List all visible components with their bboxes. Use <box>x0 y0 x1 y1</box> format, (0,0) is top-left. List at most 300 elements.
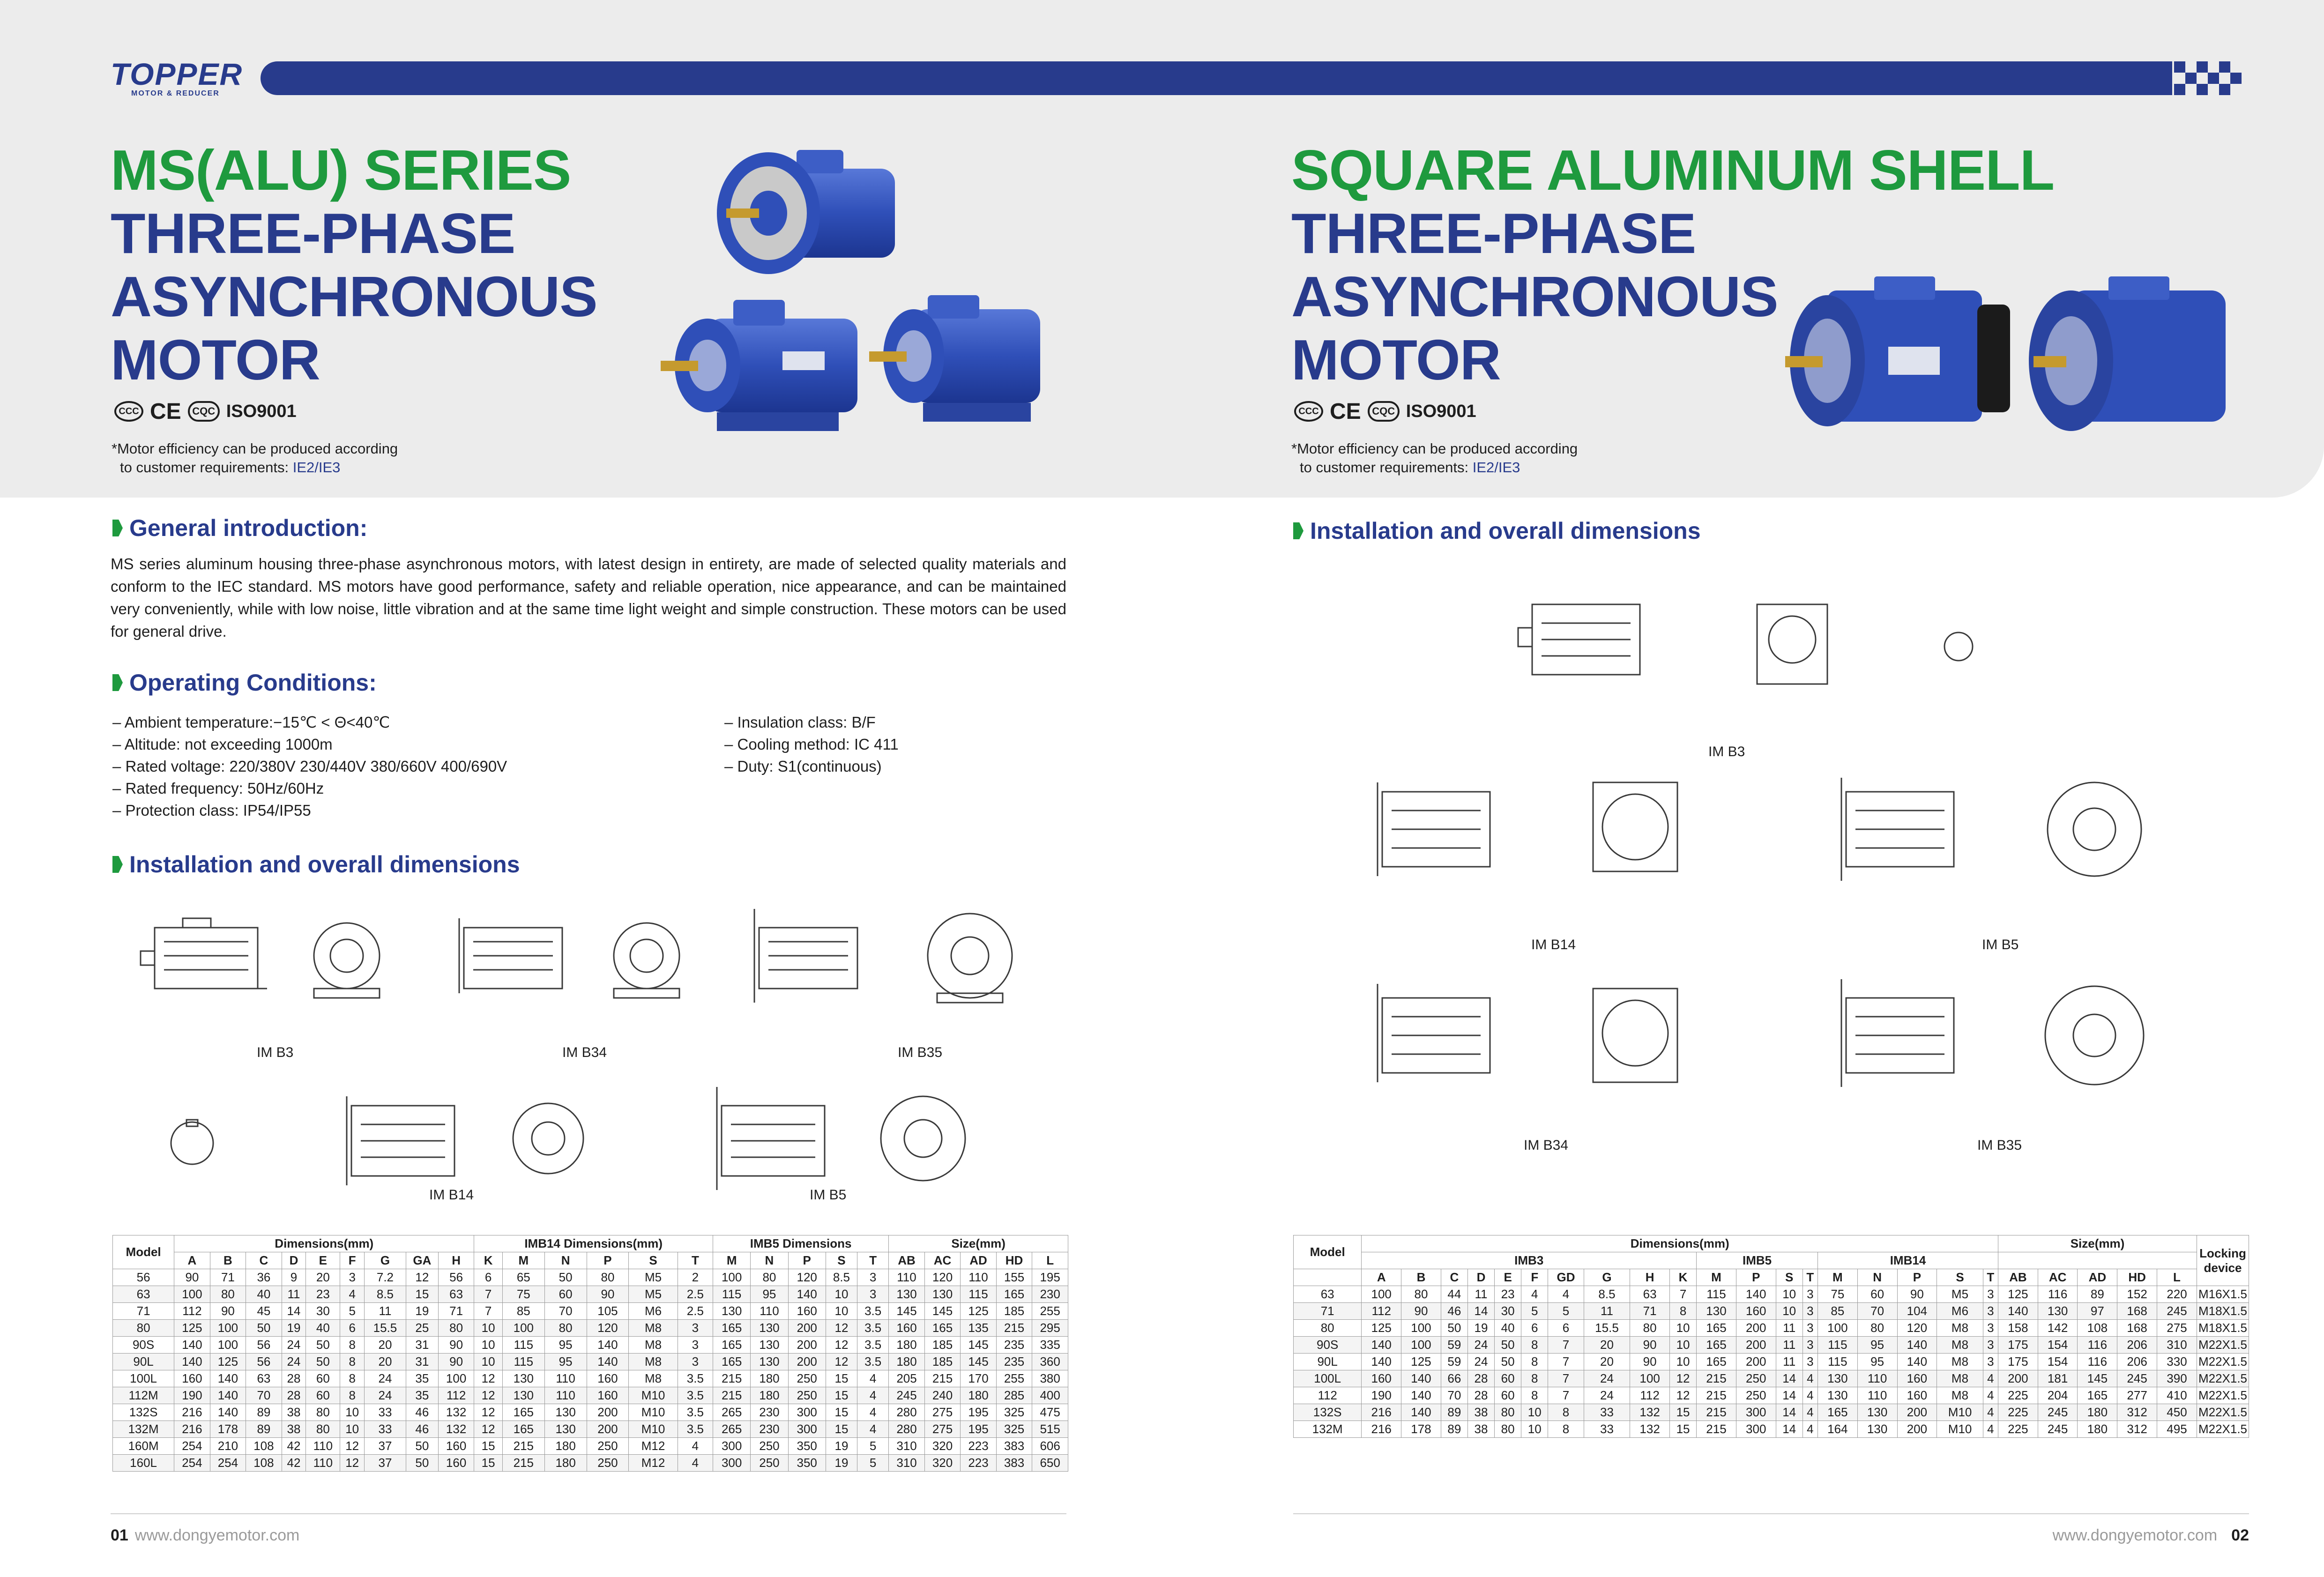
table-cell: 63 <box>1630 1286 1670 1303</box>
table-row <box>113 1438 1068 1455</box>
table-subheader: T <box>1983 1269 1998 1286</box>
right-install-heading <box>1293 517 1701 544</box>
table-cell: 200 <box>788 1320 826 1337</box>
right-note-ie: IE2/IE3 <box>1472 459 1520 476</box>
table-subheader: E <box>306 1252 340 1269</box>
table-cell: 90 <box>1897 1286 1937 1303</box>
table-cell: 7 <box>474 1286 503 1303</box>
right-note-line-1: *Motor efficiency can be produced according <box>1291 440 1578 457</box>
table-cell: M8 <box>629 1337 678 1354</box>
diagram-im-b5 <box>1841 778 2141 881</box>
table-cell: 3 <box>857 1269 889 1286</box>
table-subheader: GA <box>406 1252 438 1269</box>
right-dimension-diagrams <box>1335 576 2226 1138</box>
table-cell: 3 <box>1803 1320 1817 1337</box>
table-cell: 140 <box>210 1387 246 1404</box>
table-cell: 300 <box>713 1438 751 1455</box>
table-cell: 475 <box>1032 1404 1068 1421</box>
table-cell: 70 <box>544 1303 587 1320</box>
table-cell: 8.5 <box>364 1286 406 1303</box>
table-cell: 4 <box>857 1404 889 1421</box>
table-cell: 250 <box>587 1438 629 1455</box>
table-cell: 165 <box>996 1286 1032 1303</box>
table-cell: M18X1.5 <box>2197 1303 2249 1320</box>
table-cell: 71 <box>1630 1303 1670 1320</box>
brand-logo <box>111 59 261 101</box>
table-cell: 100 <box>1401 1320 1441 1337</box>
table-cell: 4 <box>1983 1370 1998 1387</box>
table-cell: 115 <box>502 1354 544 1370</box>
table-cell: 165 <box>2078 1387 2117 1404</box>
table-cell: 19 <box>1467 1320 1494 1337</box>
table-cell: 97 <box>2078 1303 2117 1320</box>
table-cell: 90 <box>587 1286 629 1303</box>
table-cell: 35 <box>406 1370 438 1387</box>
table-cell: 130 <box>889 1286 925 1303</box>
table-cell: 100L <box>113 1370 174 1387</box>
table-cell: 23 <box>1495 1286 1521 1303</box>
table-cell: M8 <box>1937 1354 1983 1370</box>
table-cell: M8 <box>1937 1337 1983 1354</box>
table-cell: 155 <box>996 1269 1032 1286</box>
table-cell: 15 <box>406 1286 438 1303</box>
table-cell: 295 <box>1032 1320 1068 1337</box>
table-cell: 215 <box>1697 1387 1736 1404</box>
table-cell: 400 <box>1032 1387 1068 1404</box>
table-cell: 140 <box>587 1337 629 1354</box>
left-title-line-2: ASYNCHRONOUS <box>111 265 597 328</box>
table-cell: 50 <box>1495 1354 1521 1370</box>
left-title <box>111 139 597 392</box>
right-motor-photos <box>1780 267 2249 464</box>
table-cell: 130 <box>2038 1303 2078 1320</box>
table-cell: 3 <box>678 1337 713 1354</box>
table-subheader: GD <box>1548 1269 1584 1286</box>
table-cell: 56 <box>113 1269 174 1286</box>
table-cell: 3 <box>340 1269 365 1286</box>
table-cell: 204 <box>2038 1387 2078 1404</box>
table-header-model: Model <box>1294 1235 1362 1269</box>
table-cell: 300 <box>788 1421 826 1438</box>
table-cell: 24 <box>1467 1337 1494 1354</box>
conditions-list-right <box>724 711 899 777</box>
diagram-im-b3 <box>1518 604 1973 684</box>
table-cell: 8 <box>1521 1337 1548 1354</box>
table-cell: 215 <box>1697 1404 1736 1421</box>
table-cell: 132M <box>1294 1421 1362 1438</box>
table-cell: 12 <box>340 1455 365 1472</box>
table-cell: 90 <box>1630 1354 1670 1370</box>
table-cell: 280 <box>889 1404 925 1421</box>
table-cell: 220 <box>2157 1286 2197 1303</box>
table-cell: 4 <box>1803 1404 1817 1421</box>
table-row <box>113 1354 1068 1370</box>
table-row <box>1294 1370 2249 1387</box>
table-cell: 310 <box>2157 1337 2197 1354</box>
table-cell: 10 <box>1521 1404 1548 1421</box>
condition-item: – Protection class: IP54/IP55 <box>112 802 311 819</box>
table-cell: 4 <box>1803 1370 1817 1387</box>
table-cell: 300 <box>1736 1404 1776 1421</box>
table-cell: 75 <box>502 1286 544 1303</box>
table-cell: 130 <box>502 1387 544 1404</box>
left-install-title: Installation and overall dimensions <box>129 851 520 878</box>
table-cell: 350 <box>788 1455 826 1472</box>
table-cell: 132 <box>438 1421 474 1438</box>
table-cell: 160L <box>113 1455 174 1472</box>
table-cell: 165 <box>1697 1320 1736 1337</box>
table-cell: 185 <box>924 1354 961 1370</box>
table-cell: 195 <box>961 1421 997 1438</box>
left-diagram-label: IM B35 <box>898 1045 943 1060</box>
table-row <box>113 1337 1068 1354</box>
table-cell: 215 <box>1697 1370 1736 1387</box>
table-cell: 50 <box>306 1354 340 1370</box>
table-cell: 125 <box>1401 1354 1441 1370</box>
table-cell: 80 <box>306 1404 340 1421</box>
table-cell: 112 <box>1294 1387 1362 1404</box>
table-cell: 125 <box>961 1303 997 1320</box>
table-row <box>1294 1421 2249 1438</box>
table-subheader: G <box>1584 1269 1630 1286</box>
table-row <box>1294 1337 2249 1354</box>
table-cell: 112 <box>174 1303 210 1320</box>
table-cell: 200 <box>1897 1421 1937 1438</box>
table-cell: 8 <box>1521 1387 1548 1404</box>
table-cell: 165 <box>1697 1354 1736 1370</box>
diagram-im-b35 <box>754 909 1012 1003</box>
condition-item: – Altitude: not exceeding 1000m <box>112 736 333 753</box>
table-cell: 8 <box>340 1337 365 1354</box>
table-subheader: F <box>340 1252 365 1269</box>
table-cell: 112 <box>438 1387 474 1404</box>
table-cell: 71 <box>438 1303 474 1320</box>
table-cell: 89 <box>1441 1404 1467 1421</box>
table-cell: 112 <box>1630 1387 1670 1404</box>
table-cell: 165 <box>713 1354 751 1370</box>
table-cell: 140 <box>1736 1286 1776 1303</box>
header-bar <box>261 61 2172 95</box>
table-cell: 5 <box>1548 1303 1584 1320</box>
table-subheader: F <box>1521 1269 1548 1286</box>
table-header-size: Size(mm) <box>889 1235 1068 1252</box>
table-cell: 190 <box>174 1387 210 1404</box>
table-cell: 350 <box>788 1438 826 1455</box>
table-cell: 36 <box>246 1269 282 1286</box>
right-title-line-1: THREE-PHASE <box>1291 201 1696 265</box>
table-subheader: K <box>1670 1269 1697 1286</box>
motor-flange-photo <box>717 150 895 274</box>
table-cell: M22X1.5 <box>2197 1370 2249 1387</box>
table-cell: 12 <box>406 1269 438 1286</box>
table-cell: 110 <box>961 1269 997 1286</box>
table-cell: 160 <box>788 1303 826 1320</box>
right-title-line-3: MOTOR <box>1291 328 1501 392</box>
table-cell: 80 <box>438 1320 474 1337</box>
table-cell: 100L <box>1294 1370 1362 1387</box>
right-diagram-label: IM B3 <box>1708 744 1745 759</box>
table-cell: 80 <box>1495 1421 1521 1438</box>
table-subheader: AC <box>2038 1269 2078 1286</box>
diagram-im-b5 <box>717 1087 965 1190</box>
table-cell: 80 <box>306 1421 340 1438</box>
table-cell: 5 <box>857 1455 889 1472</box>
table-cell: 7 <box>1548 1354 1584 1370</box>
table-cell: 215 <box>502 1455 544 1472</box>
table-cell: 10 <box>1521 1421 1548 1438</box>
table-cell: 140 <box>1998 1303 2038 1320</box>
table-cell: 140 <box>1401 1404 1441 1421</box>
table-subheader: HD <box>996 1252 1032 1269</box>
table-cell: 180 <box>751 1387 788 1404</box>
table-cell: 3 <box>678 1354 713 1370</box>
table-cell: 216 <box>174 1404 210 1421</box>
table-cell: M22X1.5 <box>2197 1404 2249 1421</box>
table-cell: 4 <box>1521 1286 1548 1303</box>
table-cell: 63 <box>1294 1286 1362 1303</box>
table-row <box>1294 1320 2249 1337</box>
table-subheader: AB <box>889 1252 925 1269</box>
footer-url: www.dongyemotor.com <box>134 1526 300 1544</box>
table-cell: 108 <box>246 1438 282 1455</box>
table-cell: 4 <box>857 1387 889 1404</box>
table-cell: M8 <box>1937 1387 1983 1404</box>
table-cell: 28 <box>1467 1370 1494 1387</box>
table-cell: 160 <box>889 1320 925 1337</box>
table-cell: 112M <box>113 1387 174 1404</box>
table-cell: 90 <box>1630 1337 1670 1354</box>
table-cell: 50 <box>544 1269 587 1286</box>
table-cell: 250 <box>788 1370 826 1387</box>
table-cell: 312 <box>2117 1421 2157 1438</box>
left-diagram-label: IM B34 <box>562 1045 607 1060</box>
table-cell: 175 <box>1998 1354 2038 1370</box>
table-cell: M5 <box>1937 1286 1983 1303</box>
table-cell: 215 <box>502 1438 544 1455</box>
left-efficiency-note <box>112 439 398 477</box>
table-cell: 100 <box>1818 1320 1858 1337</box>
square-motor-photo-2 <box>2029 276 2226 431</box>
table-cell: 8.5 <box>826 1269 857 1286</box>
table-cell: M8 <box>629 1320 678 1337</box>
ccc-mark-icon: CCC <box>1294 401 1323 422</box>
table-cell: 230 <box>751 1421 788 1438</box>
table-cell: 140 <box>174 1337 210 1354</box>
table-cell: 206 <box>2117 1337 2157 1354</box>
table-cell: 7 <box>474 1303 503 1320</box>
table-cell: 180 <box>2078 1421 2117 1438</box>
table-cell: 46 <box>1441 1303 1467 1320</box>
brand-name: TOPPER <box>111 57 243 91</box>
left-certifications <box>114 399 297 424</box>
right-title-line-2: ASYNCHRONOUS <box>1291 265 1778 328</box>
left-title-line-3: MOTOR <box>111 328 320 392</box>
table-cell: 12 <box>474 1370 503 1387</box>
table-cell: 154 <box>2038 1354 2078 1370</box>
table-cell: 10 <box>1670 1354 1697 1370</box>
table-cell: 215 <box>1697 1421 1736 1438</box>
table-cell: 66 <box>1441 1370 1467 1387</box>
table-subheader: AB <box>1998 1269 2038 1286</box>
table-cell: 20 <box>364 1354 406 1370</box>
table-cell: 115 <box>961 1286 997 1303</box>
table-header-dimensions: Dimensions(mm) <box>174 1235 474 1252</box>
table-cell: 254 <box>210 1455 246 1472</box>
table-cell: 240 <box>924 1387 961 1404</box>
condition-item: – Duty: S1(continuous) <box>724 758 882 775</box>
table-cell: 6 <box>1521 1320 1548 1337</box>
table-cell: 4 <box>857 1370 889 1387</box>
table-cell: 11 <box>1467 1286 1494 1303</box>
table-cell: 180 <box>961 1387 997 1404</box>
right-diagram-label: IM B35 <box>1977 1138 2022 1153</box>
table-cell: 89 <box>1441 1421 1467 1438</box>
table-cell: 140 <box>1362 1354 1401 1370</box>
table-cell: 100 <box>713 1269 751 1286</box>
table-cell: 3 <box>1983 1320 1998 1337</box>
table-cell: M8 <box>629 1354 678 1370</box>
table-cell: 4 <box>678 1455 713 1472</box>
table-cell: 2 <box>678 1269 713 1286</box>
table-cell: 50 <box>306 1337 340 1354</box>
table-cell: 10 <box>826 1303 857 1320</box>
table-cell: 245 <box>2157 1303 2197 1320</box>
table-cell: M22X1.5 <box>2197 1421 2249 1438</box>
table-cell: 59 <box>1441 1337 1467 1354</box>
table-cell: 125 <box>1998 1286 2038 1303</box>
table-cell: 130 <box>751 1337 788 1354</box>
motor-foot-photo-2 <box>869 295 1040 422</box>
table-cell: 95 <box>544 1354 587 1370</box>
table-cell: 380 <box>1032 1370 1068 1387</box>
table-cell: 3 <box>1983 1337 1998 1354</box>
table-subheader: C <box>1441 1269 1467 1286</box>
table-cell: 80 <box>1401 1286 1441 1303</box>
table-cell: 255 <box>1032 1303 1068 1320</box>
table-cell: 110 <box>889 1269 925 1286</box>
table-cell: 12 <box>474 1421 503 1438</box>
table-cell: 140 <box>1897 1354 1937 1370</box>
table-cell: 63 <box>113 1286 174 1303</box>
table-cell: 245 <box>2038 1421 2078 1438</box>
table-cell: 325 <box>996 1421 1032 1438</box>
table-cell: 110 <box>544 1387 587 1404</box>
table-cell: 108 <box>2078 1320 2117 1337</box>
table-cell: 325 <box>996 1404 1032 1421</box>
table-cell: 4 <box>1803 1421 1817 1438</box>
table-cell: 11 <box>1776 1320 1803 1337</box>
left-spec-table <box>112 1235 1068 1472</box>
table-cell: 6 <box>474 1269 503 1286</box>
table-cell: 42 <box>282 1455 306 1472</box>
table-cell: 165 <box>502 1421 544 1438</box>
table-cell: 125 <box>1362 1320 1401 1337</box>
table-header-size: Size(mm) <box>1998 1235 2197 1252</box>
left-diagram-label: IM B5 <box>810 1187 847 1203</box>
table-cell: 7.2 <box>364 1269 406 1286</box>
table-cell: 125 <box>174 1320 210 1337</box>
table-cell: 132 <box>1630 1404 1670 1421</box>
table-cell: 130 <box>1818 1370 1858 1387</box>
table-cell: 5 <box>340 1303 365 1320</box>
table-cell: 130 <box>544 1421 587 1438</box>
table-cell: 50 <box>1441 1320 1467 1337</box>
general-intro-title: General introduction: <box>129 515 368 541</box>
table-cell: 100 <box>210 1320 246 1337</box>
table-cell: 90 <box>174 1269 210 1286</box>
table-cell: 90 <box>438 1354 474 1370</box>
table-cell: 225 <box>1998 1387 2038 1404</box>
table-cell: 200 <box>1736 1337 1776 1354</box>
table-cell: 30 <box>1495 1303 1521 1320</box>
table-cell: 80 <box>1495 1404 1521 1421</box>
table-cell: 4 <box>1983 1404 1998 1421</box>
table-cell: 90 <box>210 1303 246 1320</box>
table-cell: 275 <box>924 1421 961 1438</box>
table-cell: 206 <box>2117 1354 2157 1370</box>
table-subheader: L <box>2157 1269 2197 1286</box>
table-cell: 46 <box>406 1421 438 1438</box>
table-cell: 383 <box>996 1455 1032 1472</box>
table-cell: M10 <box>1937 1404 1983 1421</box>
table-cell: 2.5 <box>678 1303 713 1320</box>
left-note-prefix: to customer requirements: <box>120 459 293 476</box>
table-cell: 38 <box>282 1404 306 1421</box>
table-cell: 310 <box>889 1455 925 1472</box>
table-cell: 15 <box>826 1404 857 1421</box>
footer-right <box>2053 1526 2249 1545</box>
table-cell: 200 <box>1897 1404 1937 1421</box>
table-cell: 185 <box>996 1303 1032 1320</box>
table-cell: M22X1.5 <box>2197 1354 2249 1370</box>
table-header-locking: Locking device <box>2197 1235 2249 1286</box>
table-subheader: H <box>438 1252 474 1269</box>
table-cell: 25 <box>406 1320 438 1337</box>
condition-item: – Ambient temperature:−15℃ < Θ<40℃ <box>112 714 390 731</box>
table-cell: 140 <box>1362 1337 1401 1354</box>
table-cell: 3 <box>1983 1354 1998 1370</box>
table-subheader: AD <box>2078 1269 2117 1286</box>
table-cell: 100 <box>174 1286 210 1303</box>
table-cell: 245 <box>889 1387 925 1404</box>
table-cell: 7 <box>1548 1370 1584 1387</box>
table-cell: 115 <box>1697 1286 1736 1303</box>
table-cell: 33 <box>1584 1404 1630 1421</box>
condition-item: – Rated frequency: 50Hz/60Hz <box>112 780 324 797</box>
table-cell: 60 <box>1857 1286 1897 1303</box>
footer-url: www.dongyemotor.com <box>2052 1526 2218 1544</box>
table-cell: 8 <box>1521 1354 1548 1370</box>
table-cell: 31 <box>406 1354 438 1370</box>
table-subheader: K <box>474 1252 503 1269</box>
table-cell: 383 <box>996 1438 1032 1455</box>
table-cell: 89 <box>246 1404 282 1421</box>
table-cell: 15.5 <box>364 1320 406 1337</box>
table-cell: 80 <box>751 1269 788 1286</box>
condition-item: – Cooling method: IC 411 <box>724 736 899 753</box>
table-cell: 19 <box>282 1320 306 1337</box>
table-cell: 44 <box>1441 1286 1467 1303</box>
table-subheader: N <box>751 1252 788 1269</box>
table-cell: 3 <box>1983 1286 1998 1303</box>
cqc-mark-icon: CQC <box>188 401 220 422</box>
table-cell: 140 <box>587 1354 629 1370</box>
bullet-arrow-icon <box>112 856 123 873</box>
table-cell: 28 <box>1467 1387 1494 1404</box>
table-cell: 24 <box>1584 1370 1630 1387</box>
table-cell: 3.5 <box>678 1387 713 1404</box>
table-cell: 140 <box>1401 1370 1441 1387</box>
